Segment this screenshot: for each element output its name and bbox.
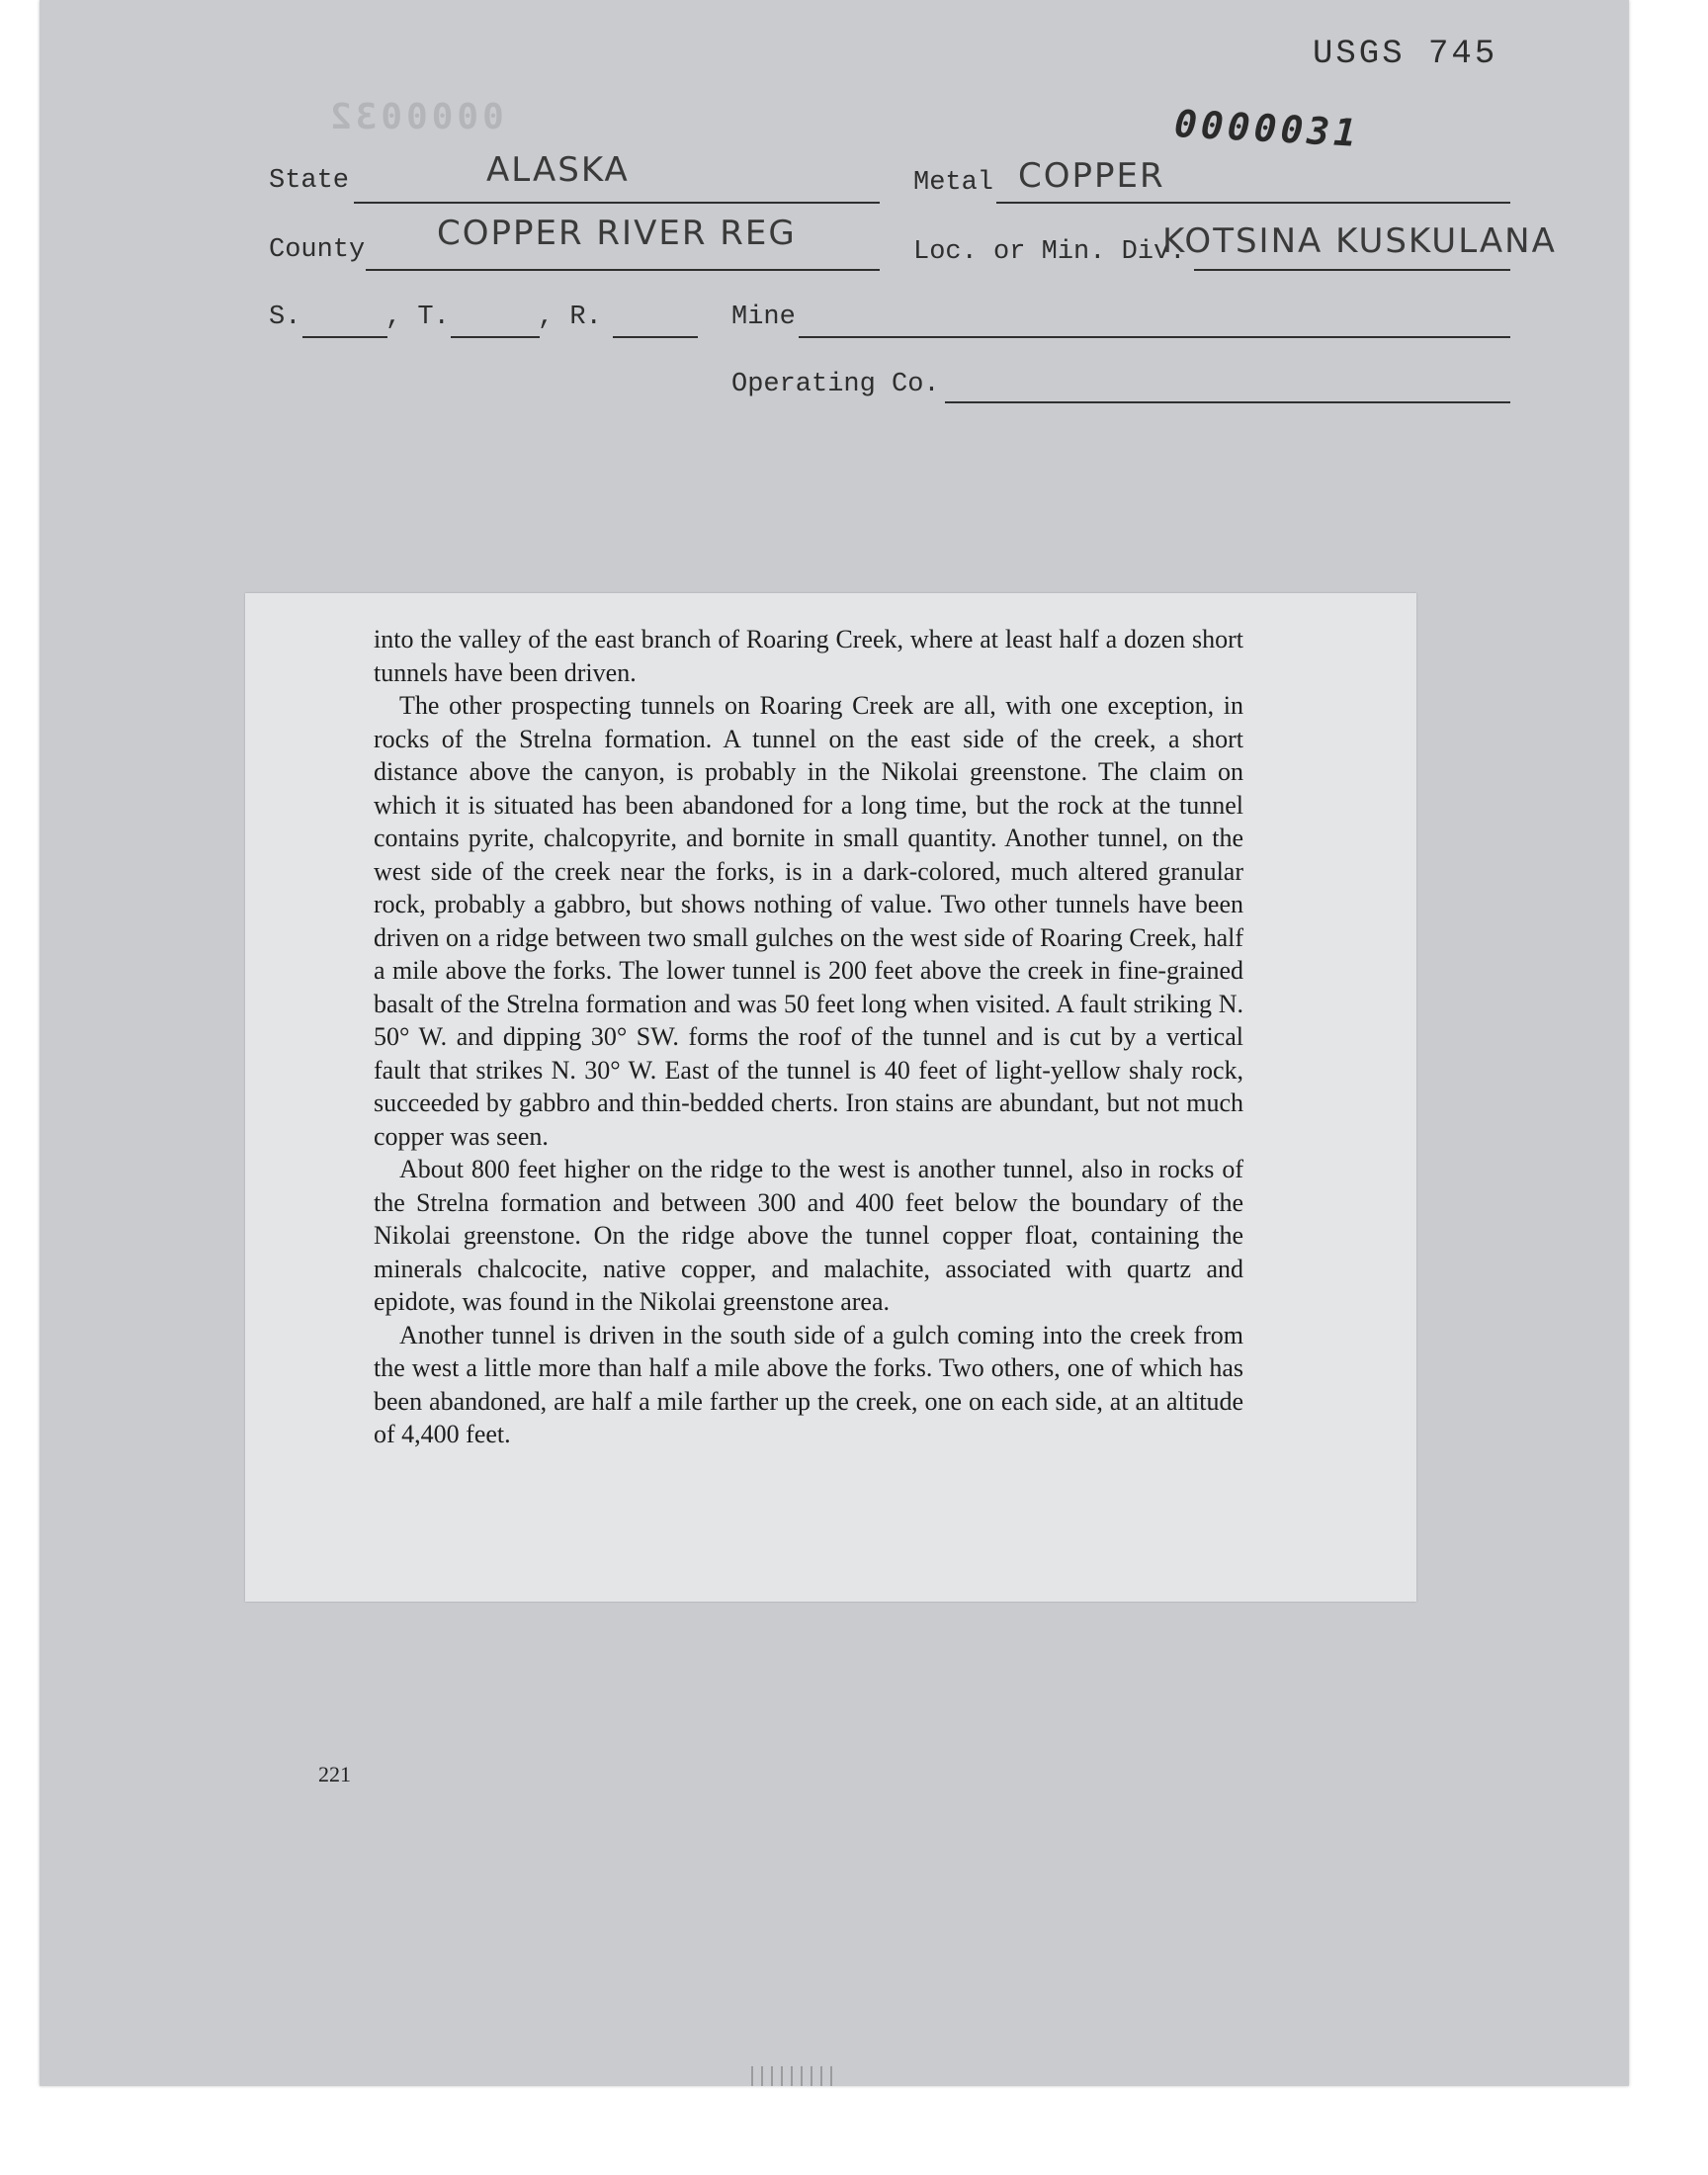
s-label: S. [269, 303, 301, 332]
catalog-number: USGS 745 [1313, 36, 1498, 73]
state-underline [354, 202, 880, 204]
paragraph: About 800 feet higher on the ridge to the west is another tunnel, also in rocks of the Strelna formation and between 300 and 400 feet below the boundary of the Nikolai greenstone. On the ridge above the tunnel copper float, containing the minerals chalcocite, native copper, and malachite, associated with quartz and epidote, was found in the Nikolai greenstone area. [374, 1155, 1243, 1316]
s-underline [302, 336, 387, 338]
paragraph: into the valley of the east branch of Roaring Creek, where at least half a dozen short tunnels have been driven. [374, 625, 1243, 687]
loc-underline [1194, 269, 1510, 271]
r-underline [613, 336, 698, 338]
mine-underline [799, 336, 1510, 338]
record-number-stamp: 0000031 [1172, 102, 1362, 155]
ghost-record-number: 0000032 [326, 97, 504, 137]
metal-label: Metal [913, 168, 994, 198]
operating-co-underline [945, 401, 1510, 403]
r-label: , R. [538, 303, 602, 332]
county-underline [366, 269, 880, 271]
page-number: 221 [318, 1762, 351, 1786]
t-underline [451, 336, 540, 338]
county-label: County [269, 235, 366, 265]
state-value: ALASKA [486, 150, 630, 190]
loc-label: Loc. or Min. Div. [913, 237, 1186, 267]
edge-marks [751, 2066, 840, 2086]
metal-value: COPPER [1018, 156, 1165, 196]
operating-co-label: Operating Co. [731, 370, 940, 399]
article-body [374, 623, 1243, 1451]
t-label: , T. [385, 303, 450, 332]
mine-label: Mine [731, 303, 796, 332]
loc-value: KOTSINA KUSKULANA [1162, 221, 1557, 261]
paragraph: Another tunnel is driven in the south side of a gulch coming into the creek from the west a little more than half a mile above the forks. Two others, one of which has been abandoned, are half a mile farther up the creek, one on each side, at an altitude of 4,400 feet. [374, 1320, 1243, 1448]
state-label: State [269, 166, 350, 196]
county-value: COPPER RIVER REG [437, 214, 797, 253]
paragraph: The other prospecting tunnels on Roaring Creek are all, with one exception, in rocks of the Strelna formation. A tunnel on the east side of the creek, a short distance above the canyon, is probably in the Nikolai greenstone. The claim on which it is situated has been abandoned for a long time, but the rock at the tunnel contains pyrite, chalcopyrite, and bornite in small quantity. Another tunnel, on the west side of the creek near the forks, is in a dark-colored, much altered granular rock, probably a gabbro, but shows nothing of value. Two other tunnels have been driven on a ridge between two small gulches on the west side of Roaring Creek, half a mile above the forks. The lower tunnel is 200 feet above the creek in fine-grained basalt of the Strelna formation and was 50 feet long when visited. A fault striking N. 50° W. and dipping 30° SW. forms the roof of the tunnel and is cut by a vertical fault that strikes N. 30° W. East of the tunnel is 40 feet of light-yellow shaly rock, succeeded by gabbro and thin-bedded cherts. Iron stains are abundant, but not much copper was seen. [374, 691, 1243, 1151]
record-card [40, 0, 1629, 2086]
metal-underline [996, 202, 1510, 204]
pasted-text-clipping [245, 593, 1416, 1602]
